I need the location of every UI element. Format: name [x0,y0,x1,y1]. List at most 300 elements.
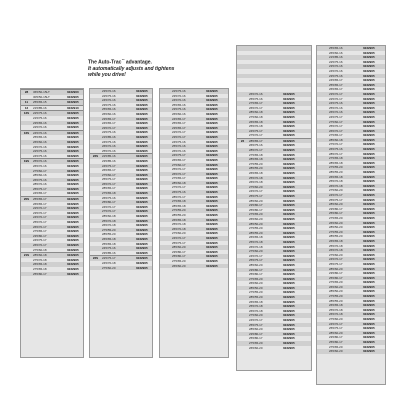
tire-size: 235/80-17 [249,203,263,208]
tire-size: 265/60-20 [249,345,263,350]
part-number: 0232905 [283,101,295,106]
part-number: 0232905 [363,307,375,312]
part-number: 0232905 [283,244,295,249]
part-number: 0232905 [363,252,375,257]
tire-size: 235/85-16 [102,158,116,163]
part-number: 0232905 [363,160,375,165]
part-number: 0232905 [67,163,79,168]
group-code [160,264,171,269]
part-number: 0232905 [136,200,148,205]
tire-size: 275/70-17 [249,133,263,138]
tire-size: 235/80-17 [33,233,47,238]
tire-size: 285/60-18 [172,180,186,185]
tire-size: 255/65-16 [172,102,186,107]
tire-size: 275/65-18 [249,152,263,157]
part-number: 0232905 [67,177,79,182]
tire-size: 255/65-17 [172,121,186,126]
tire-size: 245/70-17 [172,236,186,240]
part-number: 0232905 [136,232,148,237]
tire-size: 235/70-17 [172,134,186,139]
part-number: 0232905 [363,174,375,179]
tire-size: 255/75-17 [329,197,343,202]
part-number: 0232905 [283,194,295,198]
tire-size: 265/70-18 [249,180,263,185]
tire-size: 285/65-18 [249,157,263,162]
tire-size: 265/65-17 [329,87,343,92]
group-code [237,133,248,138]
tire-size: 245/70-17 [102,204,116,209]
tire-size: 255/65-16 [33,135,47,140]
tire-size: 255/75-17 [249,258,263,263]
tire-size: 275/60-17 [329,119,343,124]
part-number: 0232905 [67,271,79,276]
tire-size: 225/70-16 [33,125,47,130]
tire-size: 285/50-20 [329,225,343,230]
tire-size: 245/70-16 [172,98,186,103]
part-number: 0232905 [206,148,218,153]
tire-size: 235/65-16 [33,120,47,125]
tire-size: 255/65-17 [329,82,343,87]
group-code: 21S [23,253,30,258]
tire-size: 275/60-17 [172,162,186,167]
part-number: 0232905 [283,133,295,138]
part-number: 0232905 [206,107,218,112]
part-number: 0232905 [363,50,375,55]
size-row [21,248,83,253]
tire-size: 285/60-16 [33,173,47,178]
part-number: 0232905 [363,73,375,78]
tire-size: 245/70-17 [249,189,263,194]
part-number: 0232905 [67,182,79,187]
tire-size: 245/65-17 [102,121,116,126]
tire-size: 235/80-17 [329,271,343,276]
part-number: 0232905 [363,238,375,243]
tire-size: 225/75-17 [102,256,116,261]
part-number: 0232905 [136,246,148,251]
part-number: 0232905 [283,175,295,180]
tire-size: 275/60-17 [33,168,47,173]
part-number: 0232905 [363,215,375,220]
part-number: 0232905 [206,134,218,139]
tire-size: 265/60-20 [329,220,343,225]
tire-size: 255/65-17 [33,197,47,202]
part-number: 0232905 [283,285,295,290]
part-number: 0232905 [363,147,375,152]
part-number: 0232900 [67,90,79,94]
tire-size: 285/65-17 [102,186,116,191]
part-number: 0232905 [283,331,295,336]
part-number: 0232905 [363,289,375,294]
part-number: 0232905 [363,82,375,87]
tire-size: 275/60-20 [329,252,343,257]
part-number: 0232905 [363,188,375,193]
tire-size: 265/70-16 [329,110,343,115]
tire-size: 265/70-17 [329,128,343,133]
part-number: 0232905 [283,253,295,258]
tire-size: 265/70-17 [249,105,263,110]
tire-size: 275/55-20 [172,208,186,213]
tire-size: 255/70-18 [172,222,186,227]
part-number: 0232905 [363,78,375,83]
tire-size: 225/75-16 [33,111,47,116]
part-number: 0232905 [67,144,79,149]
part-number: 0232905 [363,110,375,115]
tire-size: 255/70-18 [249,175,263,180]
tire-size: 245/70-17 [329,321,343,326]
tire-size: 265/65-18 [329,174,343,179]
part-number: 0232905 [206,98,218,103]
part-number: 0232905 [283,336,295,341]
tire-size: 255/80-17 [249,207,263,212]
tire-size: 305/50-15LT [33,94,50,99]
tire-size: 255/80-17 [249,272,263,277]
size-row [90,149,152,154]
tire-size: 285/70-17 [329,151,343,156]
tire-size: 285/70-16 [33,182,47,187]
part-number: 0232905 [136,116,148,121]
part-number: 0232905 [67,266,79,271]
tire-size: 245/70-17 [249,253,263,258]
tire-size: 235/70-16 [33,144,47,149]
tire-size: 255/70-18 [329,307,343,312]
part-number: 0232905 [363,179,375,184]
tire-size: 235/75-16 [329,73,343,78]
size-row [237,133,311,138]
part-number: 0232905 [67,229,79,234]
part-number: 0232905 [363,151,375,156]
header-tagline-line-2: while you drive! [88,71,126,78]
part-number: 0232905 [363,197,375,202]
part-number: 0232905 [363,234,375,239]
part-number: 0232905 [206,180,218,185]
tire-size: 255/70-18 [249,304,263,309]
part-number: 0232905 [67,100,79,105]
tire-size: 265/60-20 [249,216,263,221]
tire-size: 245/70-17 [33,215,47,220]
tire-size: 275/55-20 [249,161,263,166]
tire-size: 255/70-18 [329,243,343,248]
tire-size: 285/60-20 [249,198,263,203]
size-table-1 [20,88,84,358]
part-number: 0232905 [206,185,218,190]
tire-size: 235/75-16 [172,107,186,112]
tire-size: 255/75-16 [249,96,263,101]
tire-size: 235/65-17 [172,125,186,130]
part-number: 0232905 [283,212,295,217]
part-number: 0232905 [206,190,218,195]
tire-size: 265/70-16 [33,163,47,168]
tire-size: 285/60-20 [329,202,343,207]
tire-size: 275/65-17 [249,101,263,106]
tire-size: 265/70-18 [329,312,343,317]
group-code: 19S [23,159,30,164]
part-number: 0232905 [363,128,375,133]
part-number: 0232905 [206,121,218,126]
part-number: 0232905 [283,308,295,313]
part-number: 0232905 [206,199,218,204]
part-number: 0232905 [136,195,148,200]
tire-size: 275/65-17 [329,133,343,138]
size-row [237,346,311,351]
size-row [21,272,83,277]
part-number: 0232905 [363,330,375,335]
part-number: 0232905 [67,173,79,178]
part-number: 0232905 [136,172,148,177]
tire-size: 225/70-17 [172,130,186,135]
tire-size: 285/60-18 [33,253,47,258]
part-number: 0232905 [206,130,218,135]
tire-size: 265/60-16 [172,111,186,116]
tire-size: 265/75-16 [33,177,47,182]
part-number: 0232905 [67,186,79,191]
part-number: 0232905 [363,229,375,234]
part-number: 0232905 [67,233,79,238]
group-code [90,251,101,256]
tire-size: 265/70-17 [102,181,116,186]
part-number: 0232905 [283,171,295,176]
part-number: 0232905 [363,133,375,138]
tire-size: 275/55-20 [102,227,116,232]
part-number: 0232905 [206,263,218,268]
part-number: 0232905 [67,149,79,154]
tire-size: 275/55-20 [249,290,263,295]
tire-size: 255/80-17 [33,271,47,276]
tire-size: 265/65-18 [249,119,263,124]
tire-size: 255/70-18 [249,239,263,244]
tire-size: 285/55-20 [249,295,263,300]
tire-size: 245/70-18 [102,260,116,265]
group-code [21,154,32,159]
size-row [21,154,83,159]
part-number: 0232905 [283,128,295,133]
part-number: 0232905 [206,93,218,98]
size-row [21,105,83,111]
part-number: 0232905 [67,120,79,125]
part-number: 0232905 [283,216,295,221]
part-number: 0232905 [363,91,375,96]
tire-size: 265/60-16 [329,50,343,55]
tire-size: 275/65-20 [329,344,343,349]
part-number: 0232905 [363,248,375,253]
part-number: 0232905 [283,341,295,345]
group-code: 22 [240,138,245,143]
part-number: 0232905 [67,224,79,229]
tire-size: 265/70-18 [329,248,343,253]
tire-size: 225/75-16 [33,149,47,154]
group-code: 28 [24,90,29,94]
part-number: 0232905 [206,231,218,236]
part-number: 0232905 [363,96,375,101]
tire-size: 265/65-17 [33,201,47,206]
part-number: 0232905 [206,213,218,218]
tire-size: 265/75-16 [329,147,343,152]
part-number: 0232905 [363,165,375,170]
tire-size: 245/65-17 [33,191,47,196]
size-row [160,264,228,269]
tire-size: 265/65-17 [172,157,186,162]
tire-size: 285/60-20 [249,327,263,332]
part-number: 0232905 [283,304,295,309]
part-number: 0232905 [283,110,295,115]
tire-size: 275/55-20 [249,226,263,231]
part-number: 0232905 [363,280,375,285]
tire-size: 285/50-20 [249,221,263,226]
tire-size: 235/80-17 [329,335,343,340]
part-number: 0232905 [283,262,295,267]
tire-size: 245/70-16 [102,98,116,103]
tire-size: 265/70-16 [172,148,186,153]
tire-size: 275/65-18 [33,266,47,271]
part-number: 0232905 [363,114,375,119]
part-number: 0232905 [283,345,295,350]
tire-size: 265/70-17 [33,243,47,247]
tire-size: 365/50-15LT [33,90,50,94]
part-number: 0232905 [363,298,375,303]
tire-size: 275/70-17 [172,185,186,190]
tire-size: 255/70-16 [102,148,116,153]
tire-size: 275/65-17 [33,229,47,234]
part-number: 0232905 [363,101,375,106]
group-code: 16S [23,130,30,135]
part-number: 0232905 [206,167,218,172]
part-number: 0232905 [363,220,375,225]
part-number: 0232905 [283,249,295,254]
tire-size: 275/65-20 [249,276,263,281]
part-number: 0232905 [283,235,295,240]
part-number: 0232905 [363,257,375,262]
part-number: 0232905 [283,203,295,208]
part-number: 0232905 [136,260,148,265]
group-code [21,248,32,253]
tire-size: 245/70-16 [329,68,343,73]
tire-size: 285/55-20 [329,170,343,175]
tire-size: 255/80-17 [329,211,343,216]
part-number: 0232905 [136,154,148,159]
tire-size: 285/60-20 [329,330,343,335]
tire-size: 265/75-16 [172,190,186,195]
part-number: 0232905 [283,267,295,272]
tire-size: 275/60-20 [172,231,186,236]
part-number: 0232905 [206,217,218,222]
part-number: 0232905 [136,265,148,270]
tire-size: 225/75-16 [172,89,186,93]
group-code [21,125,32,130]
tire-size: 255/70-16 [329,105,343,110]
part-number: 0232905 [363,284,375,289]
tire-size: 265/70-18 [172,226,186,231]
size-row [21,125,83,130]
header-block [88,57,238,78]
tire-size: 235/70-17 [33,210,47,215]
tire-size: 265/60-20 [329,284,343,289]
part-number: 0232905 [363,303,375,308]
part-number: 0232905 [283,230,295,235]
part-number: 0232905 [67,243,79,247]
part-number: 0232905 [136,93,148,98]
part-number: 0232905 [136,186,148,191]
part-number: 0232905 [363,261,375,266]
tire-size: 255/80-17 [172,254,186,259]
tire-size: 255/70-17 [172,167,186,172]
part-number: 0232905 [283,91,295,96]
tire-size: 275/60-20 [329,188,343,193]
tire-size: 285/65-17 [249,138,263,143]
group-code: 22S [92,154,99,159]
tire-size: 265/70-17 [172,171,186,176]
tire-size: 255/70-18 [329,179,343,184]
part-number: 0232905 [363,211,375,216]
part-number: 0232905 [283,281,295,286]
tire-size: 275/60-17 [102,172,116,177]
tire-size: 235/70-17 [329,91,343,96]
tire-size: 265/60-20 [249,281,263,286]
part-number: 0232905 [363,124,375,129]
part-number: 0232905 [206,222,218,227]
tire-size: 245/75-17 [102,163,116,168]
size-row [90,266,152,271]
tire-size: 275/65-17 [172,176,186,181]
tire-size: 285/55-20 [249,166,263,171]
part-number: 0232905 [136,237,148,241]
part-number: 0232905 [67,247,79,252]
part-number: 0232905 [363,68,375,73]
part-number: 0232905 [67,215,79,220]
tire-size: 275/55-20 [329,229,343,234]
size-row [21,191,83,196]
group-code: 11 [24,100,29,105]
part-number: 0232905 [363,225,375,230]
tire-size: 275/65-18 [329,156,343,161]
part-number: 0232905 [206,249,218,254]
part-number: 0232905 [363,46,375,50]
tire-size: 275/60-20 [249,313,263,318]
part-number: 0232905 [206,258,218,263]
part-number: 0232905 [136,209,148,214]
part-number: 0232905 [67,201,79,206]
part-number: 0232905 [363,294,375,299]
part-number: 0232905 [283,239,295,244]
tire-size: 275/65-20 [249,341,263,345]
part-number: 0232905 [363,156,375,161]
tire-size: 275/55-20 [329,294,343,299]
group-code: 12 [24,105,29,110]
part-number: 0232905 [136,181,148,186]
tire-size: 255/80-17 [249,336,263,341]
tire-size: 255/80-17 [329,275,343,280]
tire-size: 225/70-17 [33,206,47,211]
part-number: 0232905 [363,183,375,188]
size-table-3 [159,88,229,358]
tire-size: 245/70-17 [249,318,263,323]
part-number: 0232905 [67,135,79,140]
part-number: 0232905 [363,312,375,317]
tire-size: 275/65-18 [172,199,186,204]
tire-size: 275/60-20 [249,249,263,254]
part-number: 0232905 [67,253,79,258]
tire-size: 225/70-17 [329,96,343,101]
part-number: 0232905 [363,340,375,344]
tire-size: 275/65-20 [329,215,343,220]
part-number: 0232905 [363,317,375,322]
part-number: 0232905 [206,236,218,240]
group-code [21,95,32,100]
part-number: 0232905 [136,241,148,246]
tire-size: 255/75-17 [329,326,343,331]
tire-size: 265/65-18 [329,238,343,243]
size-row [21,95,83,100]
size-row [90,251,152,256]
part-number: 0232905 [206,153,218,158]
